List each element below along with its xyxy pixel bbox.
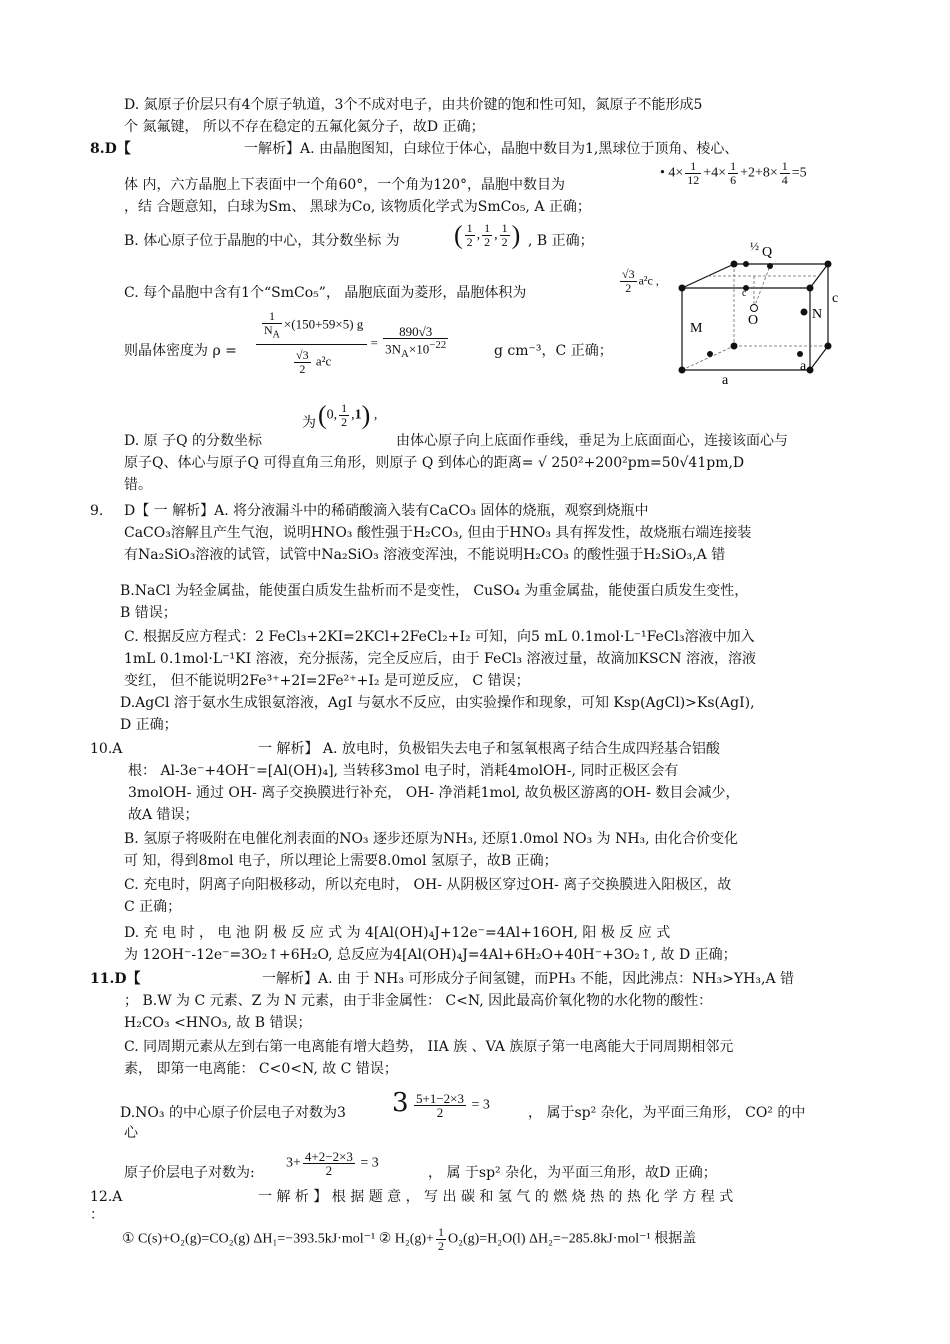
q8-b-coordinate: ( $\frac{1}{2}$ , $\frac{1}{2}$ , $\frac{1}{2}$ ) xyxy=(454,220,521,250)
q8-c-density-expression: $\frac{1}{N_A}$ ×(150+59×5) g $\frac{√3}{2}$ a²c = $\frac{890√3}{3N_A\times 10^{-22}}$ xyxy=(256,310,450,376)
q8-line3: ，结 合题意知，白球为Sm、 黑球为Co, 该物质化学式为SmCo₅, A 正确； xyxy=(124,199,591,215)
q11-line3: H₂CO₃ <HNO₃, 故 B 错误； xyxy=(124,1015,312,1031)
q9-c2: 1mL 0.1mol·L⁻¹KI 溶液，充分振荡，完全反应后，由于 FeCl₃ 溶液过量，故滴加KSCN 溶液，溶液 xyxy=(124,651,756,667)
q12-number: 12.A xyxy=(90,1189,123,1205)
q10-d2: 为 12OH⁻-12e⁻=3O₂↑+6H₂O, 总反应为4[Al(OH)₄J=4Al+6H₂O+40H⁻+3O₂↑, 故 D 正确； xyxy=(124,947,737,963)
q11-d-suffix: ， 属于sp² 杂化，为平面三角形， CO² 的中 xyxy=(528,1105,806,1121)
q8-c-density-prefix: 则晶体密度为 ρ = xyxy=(124,343,237,359)
q8-line1: 一解析】A. 由晶胞图知，白球位于体心，晶胞中数目为1,黑球位于顶角、棱心、 xyxy=(244,141,739,157)
q10-b1: B. 氢原子将吸附在电催化剂表面的NO₃ 逐步还原为NH₃, 还原1.0mol NO₃ 为 NH₃, 由化合价变化 xyxy=(124,831,739,847)
q9-c3: 变红， 但不能说明2Fe³⁺+2I=2Fe²⁺+I₂ 是可逆反应， C 错误； xyxy=(124,673,530,689)
label-n: N xyxy=(812,307,823,322)
label-o: O xyxy=(748,313,759,328)
q10-number: 10.A xyxy=(90,741,123,757)
q9-line3: 有Na₂SiO₃溶液的试管，试管中Na₂SiO₃ 溶液变浑浊，不能说明H₂CO₃ 的酸性强于H₂SiO₃,A 错 xyxy=(124,547,726,563)
q8-b-prefix: B. 体心原子位于晶胞的中心，其分数坐标 为 xyxy=(124,233,400,249)
label-a1: a xyxy=(722,373,729,386)
q10-line2: 根： Al-3e⁻+4OH⁻=[Al(OH)₄], 当转移3mol 电子时，消耗4molOH-, 同时正极区会有 xyxy=(128,763,679,779)
q8-d-line1: D. 原 子Q 的分数坐标 xyxy=(124,433,263,449)
q11-e-prefix: 原子价层电子对数为: xyxy=(124,1165,255,1181)
q8-d-line3: 错。 xyxy=(124,477,152,493)
q9-line1: D【 一 解析】A. 将分液漏斗中的稀硝酸滴入装有CaCO₃ 固体的烧瓶，观察到烧瓶中 xyxy=(124,503,649,519)
q8-d-coordinate: (0, $\frac{1}{2}$ ,1) , xyxy=(318,400,378,430)
label-q: Q xyxy=(762,245,773,260)
q11-c2: 素， 即第一电离能： C<0<N, 故 C 错误； xyxy=(124,1061,398,1077)
q11-d-prefix: D.NO₃ 的中心原子价层电子对数为3 xyxy=(120,1105,346,1121)
q10-d1: D. 充 电 时 ， 电 池 阴 极 反 应 式 为 4[Al(OH)₄J+12e⁻=4Al+16OH, 阳 极 反 应 式 xyxy=(124,925,671,941)
q9-b2: B 错误； xyxy=(120,605,177,621)
label-half: ½ xyxy=(750,239,759,253)
q11-e-expression: 3+ $\frac{4+2-2\times 3}{2}$ = 3 xyxy=(286,1149,379,1178)
label-m: M xyxy=(690,321,703,336)
q8-d-coord-prefix: 为 xyxy=(302,415,316,431)
q8-count-expression: • 4× $\frac{1}{12}$ +4× $\frac{1}{6}$ +2+8× $\frac{1}{4}$ =5 xyxy=(660,159,807,187)
q11-e-suffix: ， 属 于sp² 杂化，为平面三角形，故D 正确； xyxy=(428,1165,717,1181)
q9-number: 9. xyxy=(90,503,104,519)
q12-equations: ① C(s)+O₂(g)=CO₂(g) ΔH₁=−393.5kJ·mol⁻¹ ② H₂(g)+ $\frac{1}{2}$ O₂(g)=H₂O(l) ΔH₂=−285.8kJ·mol⁻¹ 根据盖 xyxy=(122,1225,697,1253)
q10-line3: 3molOH- 通过 OH- 离子交换膜进行补充， OH- 净消耗1mol, 故负极区游离的OH- 数目会减少， xyxy=(128,785,740,801)
q10-b2: 可 知，得到8mol 电子，所以理论上需要8.0mol 氢原子，故B 正确； xyxy=(124,853,558,869)
q8-c-volume: $\frac{√3}{2}$ a²c , xyxy=(622,267,659,295)
q11-d-fraction: $\frac{5+1-2\times 3}{2}$ = 3 xyxy=(416,1091,490,1120)
q9-d2: D 正确； xyxy=(120,717,178,733)
q11-line2: ； B.W 为 C 元素、Z 为 N 元素，由于非金属性： C<N, 因此最高价氧化物的水化物的酸性： xyxy=(124,993,713,1009)
unit-cell-figure xyxy=(670,236,870,386)
label-a2: a xyxy=(800,359,807,374)
q12-line1: 一 解 析 】 根 据 题 意 ， 写 出 碳 和 氢 气 的 燃 烧 热 的 热 化 学 方 程 式 xyxy=(258,1189,734,1205)
q12-colon: ： xyxy=(90,1207,104,1223)
q8-c-line1: C. 每个晶胞中含有1个“SmCo₅”， 晶胞底面为菱形，晶胞体积为 xyxy=(124,285,527,301)
q8-c-density-suffix: g cm⁻³，C 正确； xyxy=(494,343,613,359)
q8-b-suffix: , B 正确； xyxy=(528,233,594,249)
q9-d1: D.AgCl 溶于氨水生成银氨溶液，AgI 与氨水不反应，由实验操作和现象，可知 Ksp(AgCl)>Ks(AgI), xyxy=(120,695,755,711)
q9-line2: CaCO₃溶解且产生气泡，说明HNO₃ 酸性强于H₂CO₃, 但由于HNO₃ 具有挥发性，故烧瓶右端连接装 xyxy=(124,525,752,541)
q11-d-big3: 3 xyxy=(392,1088,409,1118)
q11-line1: 一解析】A. 由 于 NH₃ 可形成分子间氢键，而PH₃ 不能，因此沸点：NH₃>YH₃,A 错 xyxy=(262,971,794,987)
q8-number: 8.D【 xyxy=(90,141,131,157)
q8-d-line2: 原子Q、体心与原子Q 可得直角三角形，则原子 Q 到体心的距离= √ 250²+200²pm=50√41pm,D xyxy=(124,455,745,471)
q10-line1: 一 解析】 A. 放电时，负极铝失去电子和氢氧根离子结合生成四羟基合铝酸 xyxy=(258,741,720,757)
label-c2: c xyxy=(742,288,747,299)
q10-c1: C. 充电时，阴离子向阳极移动，所以充电时， OH- 从阴极区穿过OH- 离子交换膜进入阳极区，故 xyxy=(124,877,732,893)
q8-d-line1b: 由体心原子向上底面作垂线，垂足为上底面面心，连接该面心与 xyxy=(396,433,788,449)
q11-d-tail: 心 xyxy=(124,1125,138,1141)
q7-d-line1: D. 氮原子价层只有4个原子轨道，3个不成对电子，由共价键的饱和性可知，氮原子不能形成5 xyxy=(124,97,703,113)
q9-b1: B.NaCl 为轻金属盐，能使蛋白质发生盐析而不是变性， CuSO₄ 为重金属盐，能使蛋白质发生变性， xyxy=(120,583,749,599)
q11-c1: C. 同周期元素从左到右第一电离能有增大趋势， IIA 族 、VA 族原子第一电离能大于同周期相邻元 xyxy=(124,1039,734,1055)
q9-c1: C. 根据反应方程式：2 FeCl₃+2KI=2KCl+2FeCl₂+I₂ 可知，向5 mL 0.1mol·L⁻¹FeCl₃溶液中加入 xyxy=(124,629,755,645)
q11-number: 11.D【 xyxy=(90,971,141,987)
label-c1: c xyxy=(832,291,839,306)
q7-d-line2: 个 氮氟键， 所以不存在稳定的五氟化氮分子，故D 正确； xyxy=(124,119,485,135)
q8-line2: 体 内，六方晶胞上下表面中一个角60°，一个角为120°，晶胞中数目为 xyxy=(124,177,565,193)
q10-line4: 故A 错误； xyxy=(128,807,199,823)
q10-c2: C 正确； xyxy=(124,899,182,915)
